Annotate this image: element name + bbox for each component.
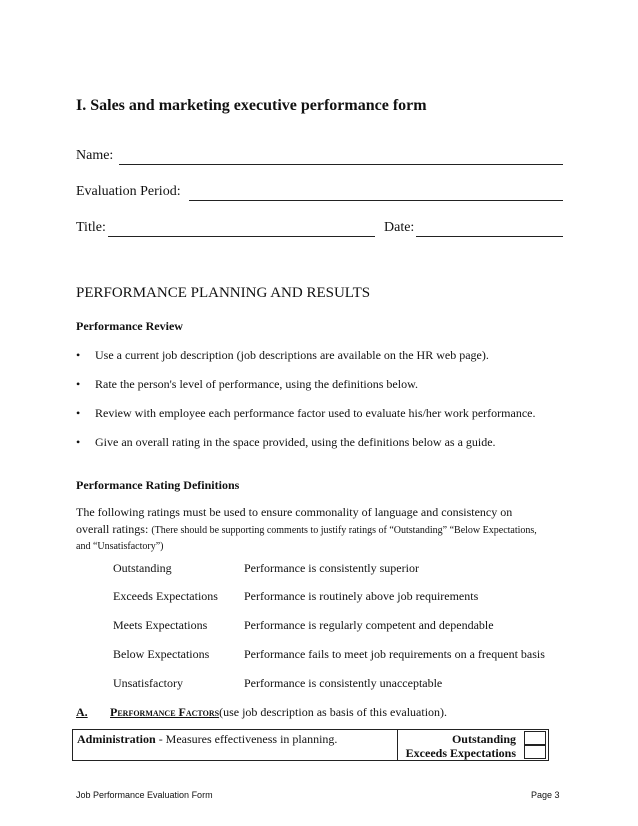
checkbox-outstanding[interactable] (524, 731, 546, 745)
form-title: I. Sales and marketing executive performance form (76, 97, 427, 114)
title-label: Title: (76, 220, 106, 235)
bullet-icon: • (76, 348, 81, 362)
name-field-line[interactable] (119, 150, 563, 165)
rating-description: Performance is consistently unacceptable (244, 676, 443, 690)
rating-term: Outstanding (113, 561, 172, 575)
definitions-line-1: The following ratings must be used to ensure commonality of language and consistency on (76, 505, 513, 519)
rating-description: Performance is routinely above job requirements (244, 589, 479, 603)
performance-factors-heading: A. Performance Factors(use job description as basis of this evaluation). (76, 705, 448, 719)
rating-description: Performance is consistently superior (244, 561, 419, 575)
option-outstanding: Outstanding (451, 732, 516, 746)
definitions-note: (There should be supporting comments to justify ratings of “Outstanding” “Below Expectations, (151, 525, 537, 536)
definitions-line-3: and “Unsatisfactory”) (76, 541, 164, 552)
rating-description: Performance is regularly competent and dependable (244, 618, 494, 632)
rating-term: Unsatisfactory (113, 676, 183, 690)
review-bullet: • Use a current job description (job descriptions are available on the HR web page). (76, 348, 489, 362)
performance-review-heading: Performance Review (76, 319, 183, 333)
rating-definitions-heading: Performance Rating Definitions (76, 478, 240, 492)
rating-term: Meets Expectations (113, 618, 208, 632)
footer-page-number: Page 3 (531, 790, 560, 800)
administration-rating-box (72, 729, 549, 761)
bullet-icon: • (76, 377, 81, 391)
evaluation-period-label: Evaluation Period: (76, 184, 181, 199)
option-exceeds-expectations: Exceeds Expectations (405, 746, 516, 760)
evaluation-period-field-line[interactable] (189, 186, 563, 201)
rating-term: Exceeds Expectations (113, 589, 218, 603)
review-bullet: • Rate the person's level of performance, using the definitions below. (76, 377, 418, 391)
column-divider (397, 730, 398, 760)
definitions-line-2: overall ratings: (There should be supporting comments to justify ratings of “Outstanding” “Below Expectations, (76, 522, 537, 536)
rating-term: Below Expectations (113, 647, 210, 661)
administration-label: Administration - Measures effectiveness in planning. (77, 732, 338, 746)
bullet-icon: • (76, 435, 81, 449)
review-bullet: • Give an overall rating in the space provided, using the definitions below as a guide. (76, 435, 496, 449)
rating-description: Performance fails to meet job requirements on a frequent basis (244, 647, 545, 661)
bullet-icon: • (76, 406, 81, 420)
date-field-line[interactable] (416, 222, 563, 237)
footer-left: Job Performance Evaluation Form (76, 790, 213, 800)
checkbox-exceeds-expectations[interactable] (524, 745, 546, 759)
title-field-line[interactable] (108, 222, 375, 237)
name-label: Name: (76, 148, 114, 163)
review-bullet: • Review with employee each performance factor used to evaluate his/her work performance. (76, 406, 536, 420)
section-heading: PERFORMANCE PLANNING AND RESULTS (76, 285, 371, 301)
date-label: Date: (384, 220, 415, 235)
